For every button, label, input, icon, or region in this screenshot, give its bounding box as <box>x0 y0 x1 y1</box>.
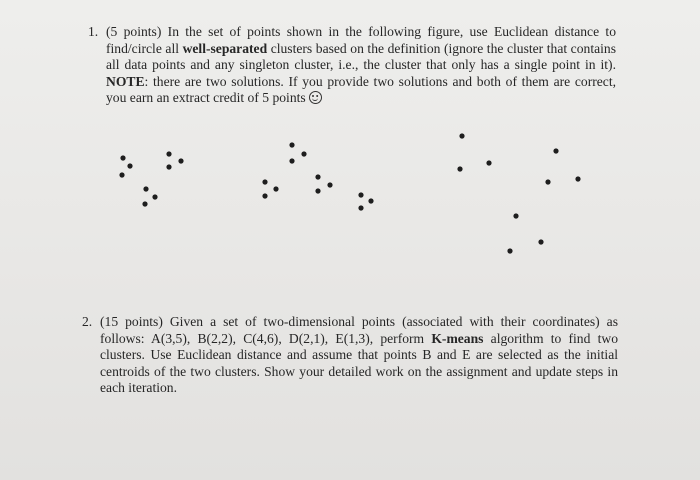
data-point <box>315 174 320 179</box>
question-1-note-label: NOTE <box>106 73 145 89</box>
data-point <box>358 205 363 210</box>
data-point <box>120 155 125 160</box>
points-group <box>119 133 580 253</box>
question-2 <box>82 314 618 397</box>
question-1-bold-term: well-separated <box>182 40 268 56</box>
question-1-text-part: clusters based on the definition (ignore the cluster that contains all data points and any singleton cluster, i.e., the cluster that only has a single point in it). <box>106 40 616 73</box>
data-point <box>143 186 148 191</box>
data-point <box>513 213 518 218</box>
data-point <box>273 186 278 191</box>
question-1-number: 1. <box>88 24 99 39</box>
question-1-text-part: : there are two solutions. If you provide two solutions and both of them are correct, you earn an extract credit of 5 points <box>106 73 616 106</box>
data-point <box>301 151 306 156</box>
data-point <box>127 163 132 168</box>
data-point <box>142 201 147 206</box>
data-point <box>262 193 267 198</box>
data-point <box>178 158 183 163</box>
data-point <box>457 166 462 171</box>
question-2-text <box>100 314 618 397</box>
data-point <box>575 176 580 181</box>
question-1-text-part: (5 points) In the set of points shown in the following figure, use Euclidean distance to find/circle all <box>106 24 616 56</box>
data-point <box>119 172 124 177</box>
data-point <box>327 182 332 187</box>
data-point <box>166 164 171 169</box>
data-point <box>358 192 363 197</box>
data-point <box>166 151 171 156</box>
data-point <box>315 188 320 193</box>
data-point <box>553 148 558 153</box>
data-point <box>152 194 157 199</box>
data-point <box>507 248 512 253</box>
data-point <box>459 133 464 138</box>
data-point <box>262 179 267 184</box>
question-2-bold-term: K-means <box>431 330 484 346</box>
data-point <box>289 158 294 163</box>
question-2-text-part: algorithm to find two clusters. Use Euclidean distance and assume that points B and E are selected as the initial centroids of the two clusters. Show your detailed work on the assignment and update steps in each iteration. <box>100 330 619 396</box>
data-point <box>538 239 543 244</box>
question-2-number: 2. <box>82 314 93 329</box>
data-point <box>289 142 294 147</box>
data-point <box>368 198 373 203</box>
data-point <box>545 179 550 184</box>
data-point <box>486 160 491 165</box>
question-2-text-part: (15 points) Given a set of two-dimensional points (associated with their coordinates) as follows: A(3,5), B(2,2), C(4,6), D(2,1), E(1,3), perform <box>100 314 618 346</box>
